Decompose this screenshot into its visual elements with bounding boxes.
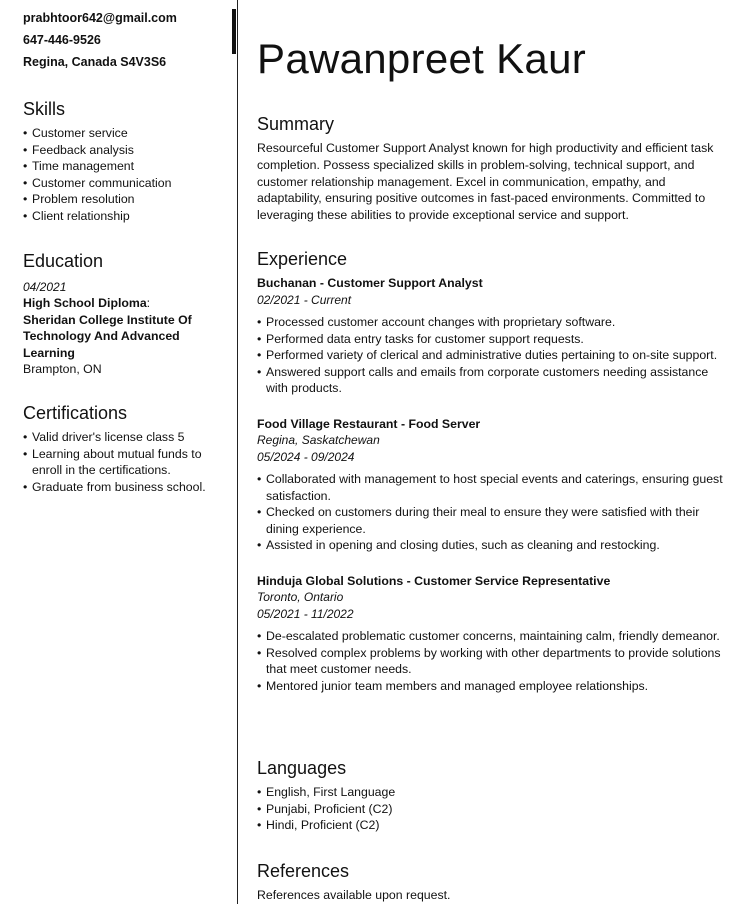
certification-item: • Graduate from business school. (23, 479, 231, 496)
skill-item: • Problem resolution (23, 191, 231, 208)
education-date: 04/2021 (23, 280, 67, 294)
job-bullet: • Resolved complex problems by working with other departments to provide solutions that meet customer needs. (257, 645, 727, 678)
education-school: Sheridan College Institute Of Technology And Advanced Learning (23, 312, 192, 360)
candidate-name: Pawanpreet Kaur (257, 35, 587, 83)
language-item: • English, First Language (257, 784, 727, 801)
certifications-heading: Certifications (23, 403, 128, 423)
job-title: Buchanan - Customer Support Analyst (257, 276, 483, 290)
skills-heading: Skills (23, 99, 66, 119)
skills-section (23, 98, 231, 224)
job-bullet: • Performed variety of clerical and administrative duties pertaining to on-site support. (257, 347, 727, 364)
education-location: Brampton, ON (23, 362, 102, 376)
skill-item: • Time management (23, 158, 231, 175)
job-bullet: • Processed customer account changes with proprietary software. (257, 314, 727, 331)
contact-phone[interactable]: 647-446-9526 (23, 33, 101, 47)
job-bullets (257, 471, 727, 554)
name-accent-bar (232, 9, 236, 54)
contact-location: Regina, Canada S4V3S6 (23, 55, 167, 69)
summary-text: Resourceful Customer Support Analyst known for high productivity and efficient task completion. Possess specialized skills in problem-solving, technical support, and customer relationship management. Excel in communication, empathy, and adaptability, ensuring positive outcomes in fast-paced environments. Committed to leveraging these abilities to provide exceptional service and support. (257, 141, 714, 223)
job-dates: 02/2021 - Current (257, 292, 352, 307)
job-bullet: • Checked on customers during their meal to ensure they were satisfied with their dining experience. (257, 504, 727, 537)
job-entry (257, 416, 727, 554)
column-divider (237, 0, 238, 904)
language-item: • Punjabi, Proficient (C2) (257, 801, 727, 818)
job-entry (257, 275, 727, 397)
language-item: • Hindi, Proficient (C2) (257, 817, 727, 834)
certifications-list (23, 429, 231, 495)
skill-item: • Client relationship (23, 208, 231, 225)
skills-list (23, 125, 231, 224)
job-entry (257, 573, 727, 695)
languages-heading: Languages (257, 758, 347, 778)
job-location: Regina, Saskatchewan (257, 433, 380, 447)
skill-item: • Feedback analysis (23, 142, 231, 159)
education-degree: High School Diploma (23, 296, 147, 310)
job-bullet: • Performed data entry tasks for customer support requests. (257, 331, 727, 348)
job-dates: 05/2024 - 09/2024 (257, 449, 355, 464)
certification-item: • Valid driver's license class 5 (23, 429, 231, 446)
education-degree-line: High School Diploma: (23, 296, 151, 310)
references-section (257, 860, 727, 904)
education-section (23, 250, 231, 378)
job-bullet: • De-escalated problematic customer concerns, maintaining calm, friendly demeanor. (257, 628, 727, 645)
sidebar (23, 0, 231, 494)
education-heading: Education (23, 251, 104, 271)
experience-section (257, 248, 727, 704)
job-title: Hinduja Global Solutions - Customer Service Representative (257, 573, 611, 588)
job-bullet: • Answered support calls and emails from corporate customers needing assistance with products. (257, 364, 727, 397)
experience-heading: Experience (257, 249, 348, 269)
job-bullets (257, 628, 727, 694)
job-title: Food Village Restaurant - Food Server (257, 416, 481, 431)
skill-item: • Customer communication (23, 175, 231, 192)
job-location: Toronto, Ontario (257, 590, 344, 604)
contact-block (23, 7, 231, 73)
job-bullet: • Assisted in opening and closing duties, such as cleaning and restocking. (257, 537, 727, 554)
summary-section (257, 113, 727, 224)
certifications-section (23, 402, 231, 495)
languages-section (257, 757, 727, 834)
job-bullet: • Collaborated with management to host special events and caterings, ensuring guest satisfaction. (257, 471, 727, 504)
summary-heading: Summary (257, 114, 335, 134)
languages-list (257, 784, 727, 834)
job-bullet: • Mentored junior team members and managed employee relationships. (257, 678, 727, 695)
contact-email[interactable]: prabhtoor642@gmail.com (23, 11, 177, 25)
job-bullets (257, 314, 727, 397)
certification-item: • Learning about mutual funds to enroll in the certifications. (23, 446, 231, 479)
references-text: References available upon request. (257, 888, 451, 902)
references-heading: References (257, 861, 350, 881)
skill-item: • Customer service (23, 125, 231, 142)
job-dates: 05/2021 - 11/2022 (257, 606, 354, 621)
